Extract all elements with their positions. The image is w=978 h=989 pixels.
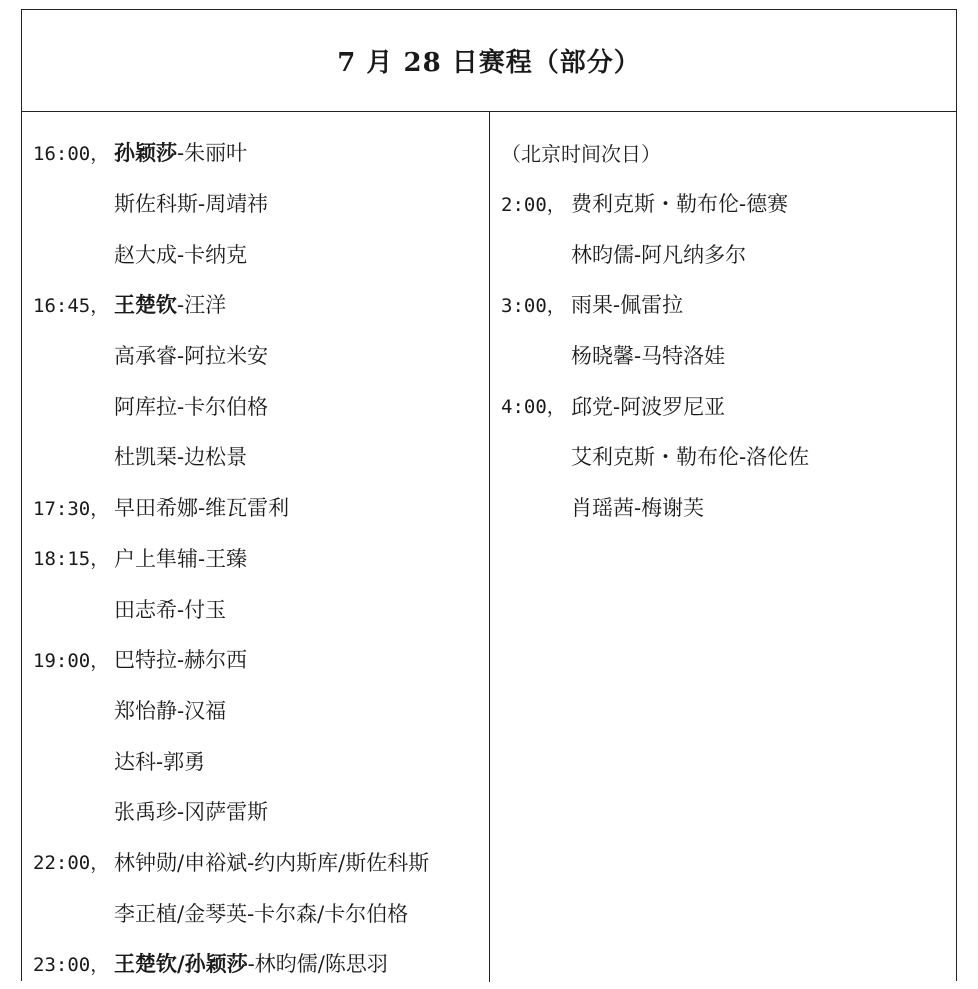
schedule-row (33, 735, 483, 786)
match-pairing (114, 543, 247, 573)
schedule-row (33, 583, 483, 634)
match-time: 22:00， (33, 852, 110, 875)
match-pairing (571, 289, 683, 319)
schedule-row (33, 380, 483, 431)
match-pairing (571, 492, 704, 522)
schedule-row (33, 127, 483, 178)
match-time: 19:00， (33, 649, 110, 672)
match-pairing (571, 441, 809, 471)
player-text: 郑怡静-汉福 (114, 698, 227, 723)
match-pairing (114, 948, 388, 978)
schedule-row (33, 938, 483, 989)
schedule-table (21, 9, 957, 981)
match-pairing (114, 289, 226, 319)
match-time: 18:15， (33, 548, 110, 571)
highlighted-player: 王楚钦 (114, 292, 177, 318)
match-time: 23:00， (33, 953, 110, 976)
schedule-row (501, 178, 946, 229)
match-pairing (114, 644, 247, 674)
schedule-row (33, 330, 483, 381)
player-text: 达科-郭勇 (114, 749, 206, 774)
timezone-note: （北京时间次日） (501, 141, 661, 166)
match-pairing (114, 137, 247, 167)
schedule-row (501, 279, 946, 330)
highlighted-player: 孙颖莎 (114, 140, 177, 166)
right-column (501, 127, 946, 533)
schedule-row (33, 178, 483, 229)
player-text: 斯佐科斯-周靖祎 (114, 192, 269, 217)
match-time: 2:00， (501, 193, 566, 216)
player-text: 巴特拉-赫尔西 (114, 648, 248, 673)
match-time: 16:45， (33, 294, 110, 317)
match-pairing (114, 391, 268, 421)
match-time: 3:00， (501, 294, 566, 317)
player-text: 雨果-佩雷拉 (571, 293, 684, 318)
match-pairing (114, 340, 268, 370)
match-pairing (114, 847, 429, 877)
schedule-row (33, 685, 483, 736)
schedule-row (501, 228, 946, 279)
match-pairing (114, 746, 205, 776)
schedule-row (501, 482, 946, 533)
player-text: -汪洋 (177, 293, 227, 318)
player-text: 林钟勋/申裕斌-约内斯库/斯佐科斯 (114, 850, 430, 875)
schedule-row (33, 482, 483, 533)
schedule-row (33, 786, 483, 837)
player-text: 阿库拉-卡尔伯格 (114, 394, 269, 419)
schedule-row (33, 837, 483, 888)
match-pairing (571, 188, 788, 218)
title-row (22, 10, 956, 112)
match-time: 16:00， (33, 142, 110, 165)
match-time: 17:30， (33, 497, 110, 520)
schedule-row (501, 330, 946, 381)
match-pairing (114, 695, 226, 725)
player-text: 高承睿-阿拉米安 (114, 344, 269, 369)
player-text: 户上隼辅-王臻 (114, 546, 248, 571)
match-pairing (114, 898, 408, 928)
highlighted-player: 王楚钦/孙颖莎 (114, 951, 248, 977)
match-pairing (114, 594, 226, 624)
schedule-row (33, 634, 483, 685)
schedule-row (501, 380, 946, 431)
player-text: 杜凯琹-边松景 (114, 445, 248, 470)
player-text: 邱党-阿波罗尼亚 (571, 394, 726, 419)
match-pairing (114, 492, 289, 522)
player-text: 费利克斯・勒布伦-德赛 (571, 192, 789, 217)
schedule-row (501, 431, 946, 482)
player-text: 张禹珍-冈萨雷斯 (114, 800, 269, 825)
match-pairing (114, 188, 268, 218)
player-text: 早田希娜-维瓦雷利 (114, 496, 290, 521)
schedule-row (33, 533, 483, 584)
schedule-row (33, 887, 483, 938)
match-pairing (114, 239, 247, 269)
column-divider (489, 111, 490, 982)
schedule-row (33, 228, 483, 279)
player-text: 肖瑶茜-梅谢芙 (571, 496, 705, 521)
match-pairing (114, 796, 268, 826)
schedule-row (33, 279, 483, 330)
match-pairing (114, 441, 247, 471)
match-time: 4:00， (501, 396, 566, 419)
match-pairing (571, 340, 725, 370)
player-text: -林昀儒/陈思羽 (247, 952, 388, 977)
player-text: 林昀儒-阿凡纳多尔 (571, 242, 747, 267)
page-title: 7 月 28 日赛程（部分） (337, 48, 641, 78)
player-text: 李正植/金琴英-卡尔森/卡尔伯格 (114, 901, 409, 926)
player-text: -朱丽叶 (177, 141, 248, 166)
player-text: 艾利克斯・勒布伦-洛伦佐 (571, 445, 810, 470)
match-pairing (571, 239, 746, 269)
match-pairing (571, 391, 725, 421)
player-text: 赵大成-卡纳克 (114, 242, 248, 267)
player-text: 杨晓馨-马特洛娃 (571, 344, 726, 369)
schedule-row (33, 431, 483, 482)
player-text: 田志希-付玉 (114, 597, 227, 622)
left-column (33, 127, 483, 989)
